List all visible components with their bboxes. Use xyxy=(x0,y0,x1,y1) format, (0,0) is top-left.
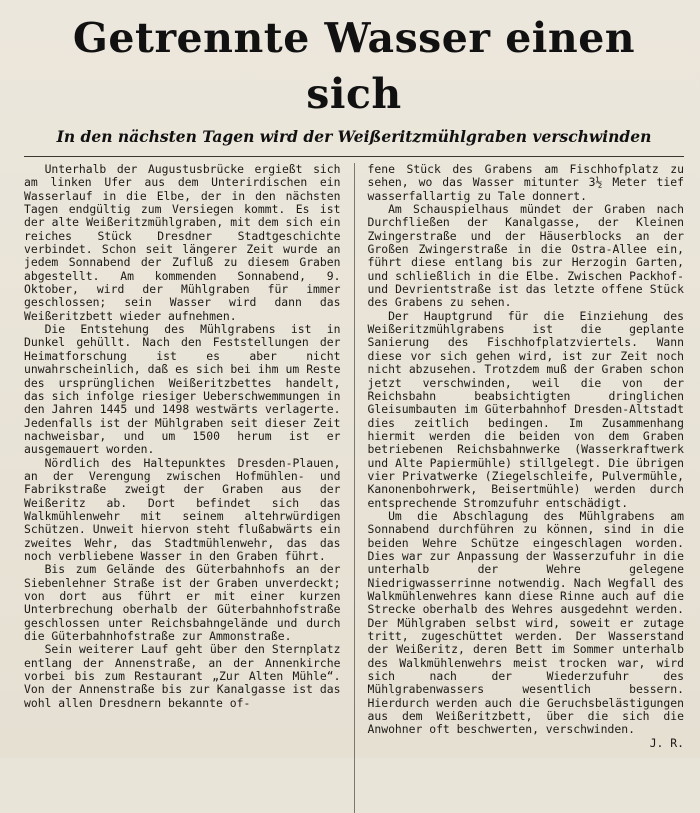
paragraph-text: Um die Abschlagung des Mühlgrabens am Sonnabend durchführen zu können, sind in die beiden Wehre Schütze eingeschlagen worden. Dies war zur Anpassung der Wasserzufuhr in die unterhalb der Wehre gelegene Niedrigwasserrinne notwendig. Nach Wegfall des Walkmühlenwehres kann diese Rinne auch auf die Strecke oberhalb des Wehres ausgedehnt werden. Der Mühlgraben selbst wird, soweit er zutage tritt, zugeschüttet werden. Der Wasserstand der Weißeritz, deren Bett im Sommer unterhalb des Walkmühlenwehrs meist trocken war, wird sich nach der Wiederzufuhr des Mühlgrabenwassers wesentlich bessern. Hierdurch werden auch die Geruchsbelästigungen aus dem Weißeritzbett, über die sich die Anwohner oft beschwerten, verschwinden. xyxy=(367,508,684,737)
column-divider xyxy=(354,163,355,813)
paragraph: Unterhalb der Augustusbrücke ergießt sich am linken Ufer aus dem Unterirdischen ein Wasserlauf in die Elbe, der in den nächsten Tagen endgültig zum Versiegen kommt. Es ist der alte Weißeritzmühlgraben, mit dem sich ein reiches Stück Dresdner Stadtgeschichte verbindet. Schon seit längerer Zeit wurde an jedem Sonnabend der Zufluß zu diesem Graben abgestellt. Am kommenden Sonnabend, 9. Oktober, wird der Mühlgraben für immer geschlossen; sein Wasser wird dann das Weißeritzbett wieder aufnehmen. xyxy=(24,163,341,323)
article-body xyxy=(24,163,684,813)
final-paragraph xyxy=(367,508,685,750)
paragraph: Am Schauspielhaus mündet der Graben nach Durchfließen der Kanalgasse, der Kleinen Zwingerstraße und der Häuserblocks an der Großen Zwingerstraße in die Ostra-Allee ein, führt diese entlang bis zur Herzogin Garten, und schließlich in die Elbe. Zwischen Packhof- und Devrientstraße ist das letzte offene Stück des Grabens zu sehen. xyxy=(367,202,684,310)
paragraph: Bis zum Gelände des Güterbahnhofs an der Siebenlehner Straße ist der Graben unverdeckt; von dort aus führt er mit einer kurzen Unterbrechung oberhalb der Güterbahnhofstraße geschlossen unter Reichsbahngelände und durch die Güterbahnhofstraße zur Ammonstraße. xyxy=(24,562,341,644)
left-column xyxy=(24,163,341,813)
article-headline: Getrennte Wasser einen sich xyxy=(72,14,636,118)
right-column xyxy=(368,163,685,813)
header-rule xyxy=(24,156,684,157)
paragraph: Nördlich des Haltepunktes Dresden-Plauen, an der Verengung zwischen Hofmühlen- und Fabrikstraße zweigt der Graben aus der Weißeritz ab. Dort befindet sich das Walkmühlenwehr mit seinem altehrwürdigen Schützen. Unweit hiervon steht flußabwärts ein zweites Wehr, das Stadtmühlenwehr, das das noch verbliebene Wasser in den Graben führt. xyxy=(24,455,341,563)
paragraph: fene Stück des Grabens am Fischhofplatz zu sehen, wo das Wasser mitunter 3½ Meter tief wasserfallartig zu Tale donnert. xyxy=(367,163,684,203)
paragraph: Der Hauptgrund für die Einziehung des Weißeritzmühlgrabens ist die geplante Sanierung des Fischhofplatzviertels. Wann diese vor sich gehen wird, ist zur Zeit noch nicht abzusehen. Trotzdem muß der Graben schon jetzt verschwinden, weil die von der Reichsbahn beabsichtigten dringlichen Gleisumbauten im Güterbahnhof Dresden-Altstadt dies zeitlich bedingen. Im Zusammenhang hiermit werden die beiden von dem Graben betriebenen Reichsbahnwerke (Wasserkraftwerk und Alte Papiermühle) stillgelegt. Die übrigen vier Privatwerke (Ziegelschleife, Pulvermühle, Kanonenbohrwerk, Beisertmühle) werden durch entsprechende Stromzufuhr entschädigt. xyxy=(367,308,684,510)
article-subheadline: In den nächsten Tagen wird der Weißeritzmühlgraben verschwinden xyxy=(56,127,652,146)
paragraph: Die Entstehung des Mühlgrabens ist in Dunkel gehüllt. Nach den Feststellungen der Heimatforschung ist es aber nicht unwahrscheinlich, daß es sich bei ihm um Reste des ursprünglichen Weißeritzbettes handelt, das sich infolge riesiger Ueberschwemmungen in den Jahren 1445 und 1498 westwärts verlagerte. Jedenfalls ist der Mühlgraben seit dieser Zeit nachweisbar, und um 1500 herum ist er ausgemauert worden. xyxy=(24,322,341,457)
author-signature: J. R. xyxy=(649,735,684,750)
paragraph: Sein weiterer Lauf geht über den Sternplatz entlang der Annenstraße, an der Annenkirche vorbei bis zum Restaurant „Zur Alten Mühle“. Von der Annenstraße bis zur Kanalgasse ist das wohl allen Dresdnern bekannte of- xyxy=(24,642,341,710)
